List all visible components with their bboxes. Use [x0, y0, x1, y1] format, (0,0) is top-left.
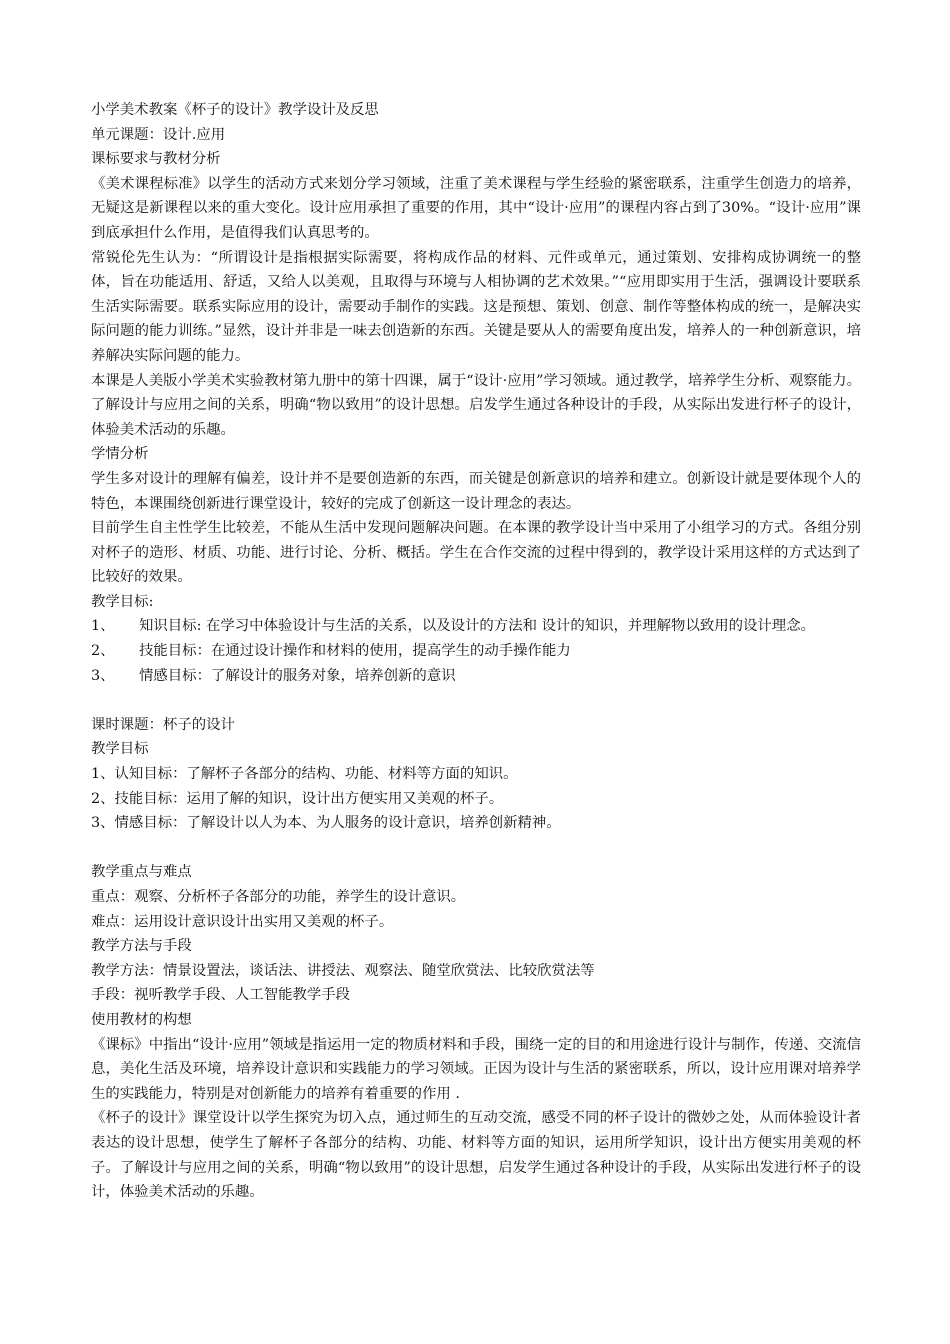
paragraph-students-2: 目前学生自主性学生比较差，不能从生活中发现问题解决问题。在本课的教学设计当中采用了小组学习的方式。各组分别对杯子的造形、材质、功能、进行讨论、分析、概括。学生在合作交流的过程中得到的，教学设计采用这样的方式达到了比较好的效果。: [91, 520, 861, 586]
section-heading-methods: 教学方法与手段: [91, 938, 192, 955]
unit-topic: 单元课题：设计.应用: [91, 126, 226, 143]
goal-text: 技能目标：在通过设计操作和材料的使用，提高学生的动手操作能力: [139, 643, 571, 660]
difficulty-point: 难点：运用设计意识设计出实用又美观的杯子。: [91, 913, 394, 930]
goal-text: 知识目标: 在学习中体验设计与生活的关系，以及设计的方法和 设计的知识，并理解物以致用的设计理念。: [139, 618, 815, 635]
section-heading-goals: 教学目标:: [91, 593, 154, 610]
lesson-topic: 课时课题：杯子的设计: [91, 716, 235, 733]
document-page: [91, 98, 861, 1205]
lesson-goal-item: 3、情感目标：了解设计以人为本、为人服务的设计意识，培养创新精神。: [91, 815, 561, 832]
section-heading-key-points: 教学重点与难点: [91, 864, 192, 881]
goal-item: [91, 664, 861, 689]
document-title: 小学美术教案《杯子的设计》教学设计及反思: [91, 102, 379, 118]
lesson-goal-item: 2、技能目标：运用了解的知识，设计出方便实用又美观的杯子。: [91, 790, 504, 807]
section-heading-standards: 课标要求与教材分析: [91, 151, 221, 168]
paragraph-standards-2: 常锐伦先生认为：“所谓设计是指根据实际需要，将构成作品的材料、元件或单元，通过策划、安排构成协调统一的整体，旨在功能适用、舒适，又给人以美观，且取得与环境与人相协调的艺术效果。”“应用即实用于生活，强调设计要联系生活实际需要。联系实际应用的设计，需要动手制作的实践。这是预想、策划、创意、制作等整体构成的统一，是解决实际问题的能力训练。”显然，设计并非是一味去创造新的东西。关键是要从人的需要角度出发，培养人的一种创新意识，培养解决实际问题的能力。: [91, 249, 861, 364]
goal-number: 3、: [91, 667, 115, 684]
goal-number: 1、: [91, 618, 115, 635]
key-point: 重点：观察、分析杯子各部分的功能，养学生的设计意识。: [91, 889, 466, 905]
section-heading-students: 学情分析: [91, 446, 149, 463]
teaching-means: 手段：视听教学手段、人工智能教学手段: [91, 987, 351, 1004]
paragraph-material-2: 《杯子的设计》课堂设计以学生探究为切入点，通过师生的互动交流，感受不同的杯子设计的微妙之处，从而体验设计者表达的设计思想，使学生了解杯子各部分的结构、功能、材料等方面的知识，运用所学知识，设计出方便实用美观的杯子。了解设计与应用之间的关系，明确“物以致用”的设计思想，启发学生通过各种设计的手段，从实际出发进行杯子的设计，体验美术活动的乐趣。: [91, 1110, 861, 1201]
paragraph-students-1: 学生多对设计的理解有偏差，设计并不是要创造新的东西，而关键是创新意识的培养和建立。创新设计就是要体现个人的特色，本课围绕创新进行课堂设计，较好的完成了创新这一设计理念的表达。: [91, 470, 861, 512]
goal-text: 情感目标：了解设计的服务对象，培养创新的意识: [139, 667, 456, 684]
teaching-methods: 教学方法：情景设置法，谈话法、讲授法、观察法、随堂欣赏法、比较欣赏法等: [91, 962, 595, 979]
paragraph-material-1: 《课标》中指出“设计·应用”领域是指运用一定的物质材料和手段，围绕一定的目的和用途进行设计与制作，传递、交流信息，美化生活及环境，培养设计意识和实践能力的学习领域。正因为设计与生活的紧密联系，所以，设计应用课对培养学生的实践能力，特别是对创新能力的培养有着重要的作用 .: [91, 1036, 861, 1102]
blank-line: [91, 836, 861, 861]
blank-line: [91, 688, 861, 713]
goal-item: [91, 639, 861, 664]
lesson-goal-item: 1、认知目标：了解杯子各部分的结构、功能、材料等方面的知识。: [91, 766, 518, 783]
section-heading-lesson-goals: 教学目标: [91, 741, 149, 758]
paragraph-standards-3: 本课是人美版小学美术实验教材第九册中的第十四课，属于“设计·应用”学习领域。通过教学，培养学生分析、观察能力。了解设计与应用之间的关系，明确“物以致用”的设计思想。启发学生通过各种设计的手段，从实际出发进行杯子的设计，体验美术活动的乐趣。: [91, 372, 861, 438]
paragraph-standards-1: 《美术课程标准》以学生的活动方式来划分学习领域，注重了美术课程与学生经验的紧密联系，注重学生创造力的培养，无疑这是新课程以来的重大变化。设计应用承担了重要的作用，其中“设计·应用”的课程内容占到了30%。“设计·应用”课到底承担什么作用，是值得我们认真思考的。: [91, 175, 861, 241]
goal-item: [91, 614, 861, 639]
section-heading-material: 使用教材的构想: [91, 1011, 192, 1028]
goal-number: 2、: [91, 643, 115, 660]
